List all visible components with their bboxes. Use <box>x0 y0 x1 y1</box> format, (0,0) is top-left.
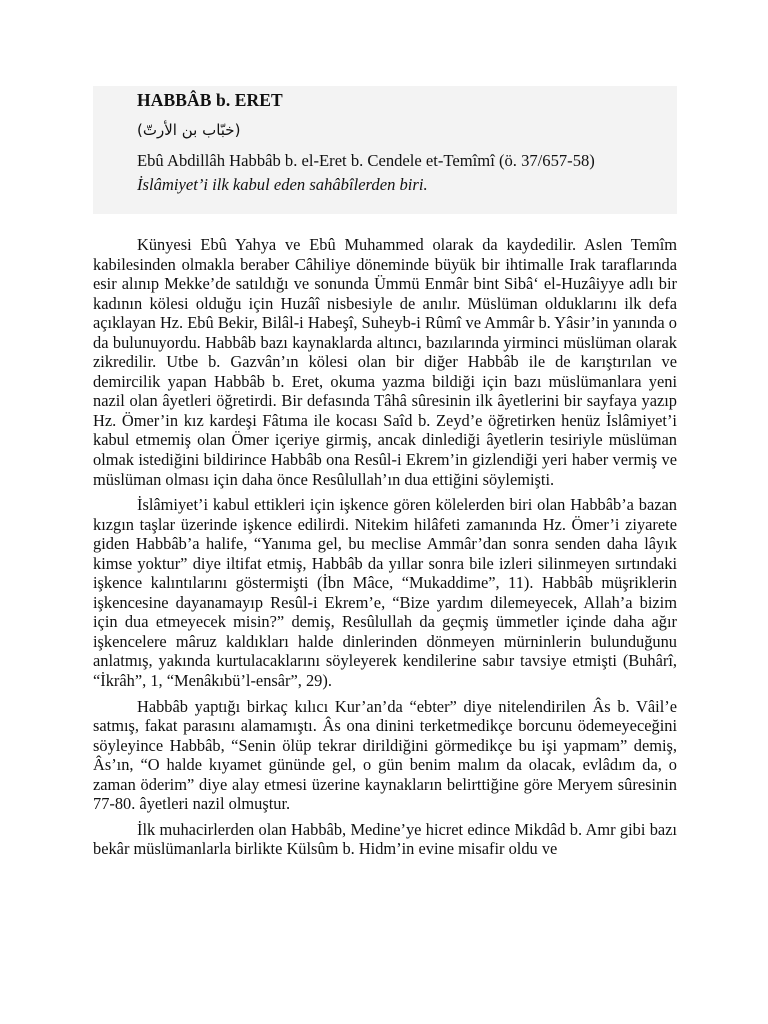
arabic-name-line <box>137 119 677 141</box>
paragraph-3: Habbâb yaptığı birkaç kılıcı Kur’an’da “ebter” diye nitelendirilen Âs b. Vâil’e satmış, fakat parasını alamamıştı. Âs ona dinini terketmedikçe borcunu ödemeyeceğini söyleyince Habbâb, “Senin ölüp tekrar dirildiğini görmedikçe bu işi yapmam” demiş, Âs’ın, “O halde kıyamet gününde gel, o gün benim malım da olacak, evlâdım da, o zaman öderim” diye alay etmesi üzerine kaynakların belirttiğine göre Meryem sûresinin 77-80. âyetleri nazil olmuştur. <box>93 696 677 814</box>
article <box>93 86 677 862</box>
paragraph-1: Künyesi Ebû Yahya ve Ebû Muhammed olarak da kaydedilir. Aslen Temîm kabilesinden olmakla beraber Câhiliye döneminde büyük bir ihtimalle Irak taraflarında esir alınıp Mekke’de satıldığı ve sonunda Ümmü Enmâr bint Sibâ‘ el-Huzâiyye adlı bir kadının kölesi olduğu için Huzâî nisbesiyle de anılır. Müslüman olduklarını ilk defa açıklayan Hz. Ebû Bekir, Bilâl-i Habeşî, Suheyb-i Rûmî ve Ammâr b. Yâsir’in yanında o da bulunuyordu. Habbâb bazı kaynaklarda altıncı, bazılarında yirminci müslüman olarak zikredilir. Utbe b. Gazvân’ın kölesi olan bir diğer Habbâb ile de karıştırılan ve demircilik yapan Habbâb b. Eret, okuma yazma bildiği için bazı müslümanlara yeni nazil olan âyetleri öğretirdi. Bir defasında Tâhâ sûresinin ilk âyetlerini bir sayfaya yazıp Hz. Ömer’in kız kardeşi Fâtıma ile kocası Saîd b. Zeyd’e öğretirken henüz İslâmiyet’i kabul etmemiş olan Ömer içeriye girmiş, ancak dinlediği âyetlerin tesiriyle müslüman olmak istediğini bildirince Habbâb ona Resûl-i Ekrem’in gizlendiği yeri haber vermiş ve müslüman olması için daha önce Resûlullah’ın dua ettiğini söylemişti. <box>93 235 677 489</box>
arabic-close-paren: ) <box>234 121 241 139</box>
article-body <box>93 235 677 859</box>
arabic-name: خبّاب بن الأرتّ <box>142 121 235 139</box>
paragraph-2: İslâmiyet’i kabul ettikleri için işkence gören kölelerden biri olan Habbâb’a bazan kızgın taşlar üzerinde işkence edilirdi. Nitekim hilâfeti zamanında Hz. Ömer’i ziyarete giden Habbâb’a halife, “Yanıma gel, bu meclise Ammâr’dan sonra senden daha lâyık kimse yoktur” diye iltifat etmiş, Habbâb da yıllar sonra bile izleri silinmeyen sırtındaki işkence kalıntılarını göstermişti (İbn Mâce, “Mukaddime”, 11). Habbâb müşriklerin işkencesine dayanamayıp Resûl-i Ekrem’e, “Bize yardım dilemeyecek, Allah’a bizim için dua etmeyecek misin?” demiş, Resûlullah da geçmiş ümmetler içinde daha ağır işkencelere mâruz kaldıkları halde dinlerinden dönmeyen mürninlerin bulunduğunu anlatmış, yakında kurtulacaklarını söyleyerek kendilerine sabır tavsiye etmişti (Buhârî, “İkrâh”, 1, “Menâkıbü’l-ensâr”, 29). <box>93 495 677 691</box>
article-title: HABBÂB b. ERET <box>137 90 283 110</box>
full-name: Ebû Abdillâh Habbâb b. el-Eret b. Cendele et-Temîmî (ö. 37/657-58) <box>137 151 595 170</box>
arabic-open-paren: ( <box>137 121 143 139</box>
paragraph-4: İlk muhacirlerden olan Habbâb, Medine’ye hicret edince Mikdâd b. Amr gibi bazı bekâr müslümanlarla birlikte Külsûm b. Hidm’in evine misafir oldu ve <box>93 819 677 859</box>
tagline: İslâmiyet’i ilk kabul eden sahâbîlerden biri. <box>137 175 428 194</box>
